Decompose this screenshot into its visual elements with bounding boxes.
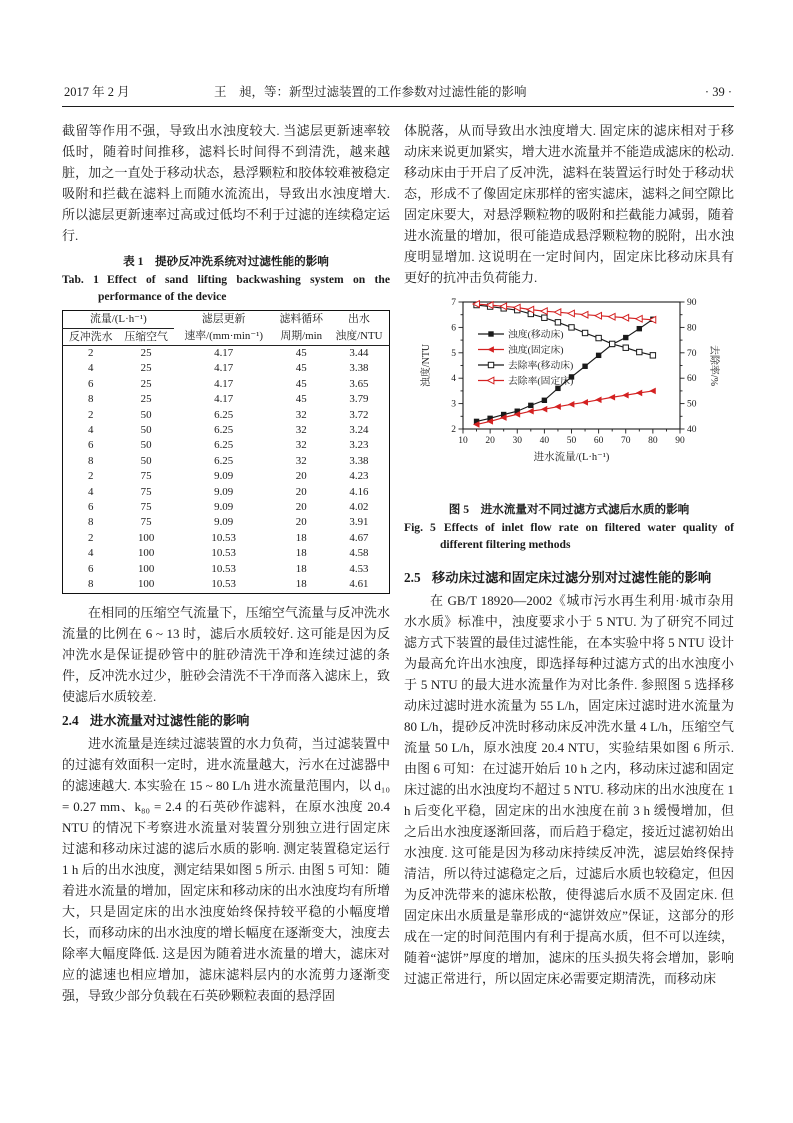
table-cell: 45 xyxy=(295,377,307,390)
table-cell: 10.53 xyxy=(211,547,236,560)
svg-text:4: 4 xyxy=(451,374,456,385)
table1-caption-en-text: Effect of sand lifting backwashing system on the performance of the device xyxy=(97,273,390,303)
header-title: 王 昶，等：新型过滤装置的工作参数对过滤性能的影响 xyxy=(214,85,527,99)
section-2-4-number: 2.4 xyxy=(62,712,79,728)
table-cell: 25 xyxy=(140,362,152,375)
table-row xyxy=(63,562,390,577)
table-cell: 25 xyxy=(140,377,152,390)
table-cell: 20 xyxy=(295,485,307,498)
table-cell: 6 xyxy=(88,377,94,390)
table-cell: 20 xyxy=(295,470,307,483)
table-row xyxy=(63,377,390,392)
table-cell: 75 xyxy=(140,516,152,529)
table-cell: 3.44 xyxy=(349,347,369,359)
figure5-caption-en xyxy=(404,520,734,553)
table-cell: 100 xyxy=(137,578,155,591)
table-cell: 4.53 xyxy=(349,562,369,575)
svg-text:5: 5 xyxy=(451,348,456,359)
figure-5 xyxy=(416,292,722,493)
table-cell: 18 xyxy=(295,547,307,560)
table-cell: 8 xyxy=(88,578,94,591)
table-row xyxy=(63,423,390,438)
svg-text:30: 30 xyxy=(512,436,522,446)
svg-text:60: 60 xyxy=(687,374,697,385)
svg-text:去除率/%: 去除率/% xyxy=(708,344,719,387)
table1-col-out-line2: 浊度/NTU xyxy=(329,328,390,346)
table1-col-update-line1: 滤层更新 xyxy=(201,313,246,326)
table-cell: 3.38 xyxy=(349,362,369,375)
running-head xyxy=(62,82,734,106)
right-column xyxy=(404,120,734,1006)
table-row xyxy=(63,531,390,546)
table-row xyxy=(63,515,390,530)
svg-text:90: 90 xyxy=(687,298,697,308)
table-cell: 6.25 xyxy=(214,408,234,421)
table-cell: 75 xyxy=(140,485,152,498)
svg-text:浊度(固定床): 浊度(固定床) xyxy=(508,344,564,356)
table-cell: 4.58 xyxy=(349,547,369,560)
table-row xyxy=(63,469,390,484)
table-cell: 6 xyxy=(88,562,94,575)
table-cell: 10.53 xyxy=(211,562,236,575)
table1-col-air: 压缩空气 xyxy=(118,328,173,346)
table-cell: 100 xyxy=(137,531,155,544)
table-cell: 6.25 xyxy=(214,439,234,452)
table-cell: 9.09 xyxy=(214,485,234,498)
table1-caption-en-label: Tab. 1 xyxy=(62,273,99,286)
paragraph-air-water-ratio: 在相同的压缩空气流量下，压缩空气流量与反冲洗水流量的比例在 6 ~ 13 时，滤后水质较好. 这可能是因为反冲洗水是保证提砂管中的脏砂清洗干净和连续过滤的条件，反冲洗水过少，脏砂会清洗不干净而落入滤床上，致使滤后水质较差. xyxy=(62,604,390,704)
table-cell: 45 xyxy=(295,393,307,406)
svg-text:进水流量/(L·h⁻¹): 进水流量/(L·h⁻¹) xyxy=(533,452,610,463)
svg-text:50: 50 xyxy=(566,436,577,446)
table-cell: 9.09 xyxy=(214,501,234,514)
table-cell: 6 xyxy=(88,439,94,452)
table-cell: 3.79 xyxy=(349,393,369,406)
svg-text:浊度(移动床): 浊度(移动床) xyxy=(508,329,564,341)
figure5-caption-zh: 图 5 进水流量对不同过滤方式滤后水质的影响 xyxy=(448,503,690,516)
table-cell: 18 xyxy=(295,578,307,591)
table1-col-update-line2: 速率/(mm·min⁻¹) xyxy=(174,328,274,346)
paragraph-inlet-flow: 进水流量是连续过滤装置的水力负荷，当过滤装置中的过滤有效面积一定时，进水流量越大，污水在过滤器中的滤速越大. 本实验在 15 ~ 80 L/h 进水流量范围内，以 d₁₀ = 0.27 mm、k₈₀ = 2.4 的石英砂作滤料，在原水浊度 20.4 NTU 的情况下考察进水流量对装置分别独立进行固定床过滤和移动床过滤的滤后水质的影响. 测定装置稳定运行 1 h 后的出水浊度，测定结果如图 5 所示. 由图 5 可知：随着进水流量的增加，固定床和移动床的出水浊度均有所增大，只是固定床的出水浊度始终保持较平稳的小幅度增长，而移动床的出水浊度的增长幅度在逐渐变大，浊度去除率大幅度降低. 这是因为随着进水流量的增大，滤床对应的滤速也相应增加，滤床滤料层内的水流剪力逐渐变强，导致少部分负载在石英砂颗粒表面的悬浮固 xyxy=(62,735,390,1003)
svg-text:2: 2 xyxy=(451,425,456,435)
section-2-5-number: 2.5 xyxy=(404,570,421,585)
svg-text:50: 50 xyxy=(687,399,697,410)
table-cell: 2 xyxy=(88,531,94,544)
paragraph-ntu-standard: 在 GB/T 18920—2002《城市污水再生利用·城市杂用水水质》标准中，浊度要求小于 5 NTU. 为了研究不同过滤方式下装置的最佳过滤性能，在本实验中将 5 NTU 设计为最高允许出水浊度，即选择每种过滤方式的出水浊度小于 5 NTU 的最大进水流量作为对比条件. 参照图 5 选择移动床过滤时进水流量为 55 L/h，固定床过滤时进水流量为 80 L/h，提砂反冲洗时移动床反冲洗水量 4 L/h，压缩空气流量 50 L/h，原水浊度 20.4 NTU，实验结果如图 6 所示. 由图 6 可知：在过滤开始后 10 h 之内，移动床过滤和固定床过滤的出水浊度均不超过 5 NTU. 移动床的出水浊度在 1 h 后变化平稳，固定床的出水浊度在前 3 h 缓慢增加，但之后出水浊度逐渐回落，而后趋于稳定，接近过滤初始出水浊度. 这可能是因为移动床持续反冲洗，滤层始终保持清洁，所以待过滤稳定之后，过滤后水质也较稳定，但因为反冲洗带来的滤床松散，使得滤后水质不及固定床. 但固定床出水质量是靠形成的“滤饼效应”保证，这部分的形成在一定的时间范围内有利于提高水质，但不可以连续，随着“滤饼”厚度的增加，滤床的压头损失将会增加，影响过滤正常进行，所以固定床必需要定期清洗，而移动床 xyxy=(404,593,734,986)
table-cell: 75 xyxy=(140,501,152,514)
svg-text:去除率(固定床): 去除率(固定床) xyxy=(508,375,574,387)
table-row xyxy=(63,392,390,407)
svg-text:7: 7 xyxy=(451,298,456,308)
table-row xyxy=(63,577,390,593)
section-2-4-title: 进水流量对过滤性能的影响 xyxy=(89,712,250,728)
table1-caption-zh: 表 1 提砂反冲洗系统对过滤性能的影响 xyxy=(123,255,329,268)
figure5-caption-en-label: Fig. 5 xyxy=(404,521,436,534)
table-cell: 4.61 xyxy=(349,578,369,591)
svg-text:10: 10 xyxy=(458,436,468,446)
table-cell: 50 xyxy=(140,408,152,421)
table-cell: 4 xyxy=(88,485,94,498)
table1-col-backwash: 反冲洗水 xyxy=(63,328,119,346)
figure5-caption-en-text: Effects of inlet flow rate on filtered water quality of different filtering methods xyxy=(439,521,735,551)
table-cell: 10.53 xyxy=(211,578,236,591)
table-cell: 32 xyxy=(295,454,307,467)
svg-text:80: 80 xyxy=(687,323,697,334)
table-row xyxy=(63,361,390,376)
svg-text:40: 40 xyxy=(539,436,550,446)
table-cell: 3.65 xyxy=(349,377,369,390)
table-row xyxy=(63,485,390,500)
table-row xyxy=(63,438,390,453)
two-column-body xyxy=(62,120,734,1006)
table-cell: 32 xyxy=(295,408,307,421)
table-cell: 4.16 xyxy=(349,485,369,498)
table-cell: 2 xyxy=(88,470,94,483)
table-row xyxy=(63,346,390,362)
svg-text:去除率(移动床): 去除率(移动床) xyxy=(508,360,574,372)
table-cell: 50 xyxy=(140,439,152,452)
table-cell: 4.17 xyxy=(214,393,234,406)
table-cell: 2 xyxy=(88,408,94,421)
table-cell: 9.09 xyxy=(214,470,234,483)
table-cell: 4 xyxy=(88,424,94,437)
table-cell: 75 xyxy=(140,470,152,483)
header-date: 2017 年 2 月 xyxy=(64,85,130,99)
table-cell: 8 xyxy=(88,454,94,467)
table-cell: 4.17 xyxy=(214,362,234,375)
header-rule xyxy=(62,106,734,107)
table-cell: 3.91 xyxy=(349,516,369,529)
table-cell: 20 xyxy=(295,516,307,529)
table1-header xyxy=(63,311,390,346)
svg-text:70: 70 xyxy=(687,348,697,359)
svg-text:80: 80 xyxy=(648,436,658,446)
section-2-5-title: 移动床过滤和固定床过滤分别对过滤性能的影响 xyxy=(431,570,712,585)
table-cell: 8 xyxy=(88,516,94,529)
table-cell: 9.09 xyxy=(214,516,234,529)
table-cell: 4.67 xyxy=(349,531,369,544)
table-cell: 18 xyxy=(295,531,307,544)
table-cell: 50 xyxy=(140,424,152,437)
table-cell: 20 xyxy=(295,501,307,514)
table-cell: 3.72 xyxy=(349,408,369,421)
table-cell: 45 xyxy=(295,347,307,359)
svg-text:40: 40 xyxy=(687,425,697,435)
table-cell: 100 xyxy=(137,547,155,560)
table-cell: 18 xyxy=(295,562,307,575)
table-cell: 4 xyxy=(88,547,94,560)
table1-group-flow: 流量/(L·h⁻¹) xyxy=(63,311,174,329)
figure-5-chart xyxy=(416,292,722,488)
table-cell: 32 xyxy=(295,439,307,452)
table1-body xyxy=(63,346,390,594)
svg-text:60: 60 xyxy=(593,436,604,446)
table-cell: 25 xyxy=(140,347,152,359)
paragraph-filter-layer-update: 截留等作用不强，导致出水浊度较大. 当滤层更新速率较低时，随着时间推移，滤料长时间得不到清洗，越来越脏，加之一直处于移动状态，悬浮颗粒和胶体较难被稳定吸附和拦截在滤料上而随水流流出，导致出水浊度增大. 所以滤层更新速率过高或过低均不利于过滤的连续稳定运行. xyxy=(62,123,390,243)
left-column xyxy=(62,120,390,1006)
svg-text:3: 3 xyxy=(451,399,456,410)
table-cell: 2 xyxy=(88,347,94,359)
table1-col-cycle-line2: 周期/min xyxy=(274,328,329,346)
table-cell: 3.23 xyxy=(349,439,369,452)
table-cell: 45 xyxy=(295,362,307,375)
table-row xyxy=(63,500,390,515)
table-cell: 50 xyxy=(140,454,152,467)
table-row xyxy=(63,408,390,423)
svg-text:90: 90 xyxy=(675,436,685,446)
table-row xyxy=(63,546,390,561)
table-cell: 32 xyxy=(295,424,307,437)
section-heading-2-5 xyxy=(404,567,734,588)
table-cell: 8 xyxy=(88,393,94,406)
table-cell: 6.25 xyxy=(214,424,234,437)
table-cell: 6.25 xyxy=(214,454,234,467)
svg-text:浊度/NTU: 浊度/NTU xyxy=(421,343,432,388)
section-heading-2-4 xyxy=(62,710,390,731)
table-cell: 4.23 xyxy=(349,470,369,483)
table-cell: 10.53 xyxy=(211,531,236,544)
table-cell: 100 xyxy=(137,562,155,575)
table-cell: 4.17 xyxy=(214,377,234,390)
table1-col-out-line1: 出水 xyxy=(348,313,370,326)
table1-col-cycle-line1: 滤料循环 xyxy=(279,313,324,326)
svg-text:6: 6 xyxy=(451,323,456,334)
table-cell: 3.24 xyxy=(349,424,369,437)
table-row xyxy=(63,454,390,469)
table-cell: 6 xyxy=(88,501,94,514)
table-cell: 25 xyxy=(140,393,152,406)
table-cell: 4 xyxy=(88,362,94,375)
table-cell: 3.38 xyxy=(349,454,369,467)
table-cell: 4.17 xyxy=(214,347,234,359)
table1-backwash-performance xyxy=(62,310,390,594)
header-page-number: · 39 · xyxy=(704,85,732,99)
svg-text:70: 70 xyxy=(621,436,631,446)
table1-caption-en xyxy=(62,272,390,305)
paragraph-bed-comparison: 体脱落，从而导致出水浊度增大. 固定床的滤床相对于移动床来说更加紧实，增大进水流量并不能造成滤床的松动. 移动床由于开启了反冲洗，滤料在装置运行时处于移动状态，形成不了像固定床那样的密实滤床，滤料之间空隙比固定床要大，对悬浮颗粒物的吸附和拦截能力减弱，随着进水流量的增加，很可能造成悬浮颗粒物的脱附，出水浊度明显增加. 这说明在一定时间内，固定床比移动床具有更好的抗冲击负荷能力. xyxy=(404,123,734,285)
svg-text:20: 20 xyxy=(485,436,495,446)
table-cell: 4.02 xyxy=(349,501,369,514)
